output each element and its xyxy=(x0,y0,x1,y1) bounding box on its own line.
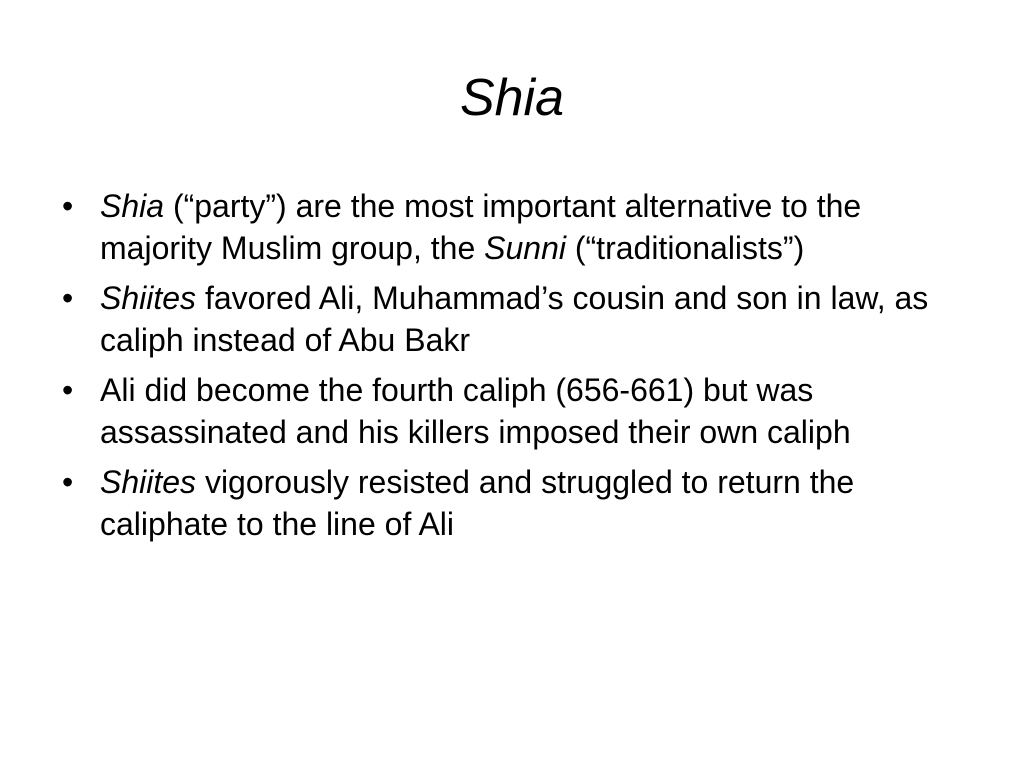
bullet-item xyxy=(62,277,972,361)
bullet-text-segment: (“party”) are the most important alternative to the majority Muslim group, the xyxy=(100,188,862,266)
bullet-text-segment: vigorously resisted and struggled to return the caliphate to the line of Ali xyxy=(100,464,855,542)
bullet-marker: • xyxy=(62,372,74,408)
bullet-list xyxy=(62,185,972,553)
bullet-marker: • xyxy=(62,464,74,500)
bullet-text-segment: Shiites xyxy=(100,280,197,316)
bullet-text-segment: favored Ali, Muhammad’s cousin and son in law, as caliph instead of Abu Bakr xyxy=(100,280,929,358)
bullet-text-segment: Shia xyxy=(100,188,165,224)
slide-title: Shia xyxy=(459,69,565,127)
bullet-text-segment: Shiites xyxy=(100,464,197,500)
bullet-item xyxy=(62,185,972,269)
bullet-text-segment: (“traditionalists”) xyxy=(565,230,805,266)
bullet-text-segment: Sunni xyxy=(484,230,566,266)
bullet-item xyxy=(62,369,972,453)
bullet-marker: • xyxy=(62,280,74,316)
bullet-item xyxy=(62,461,972,545)
bullet-text-segment: Ali did become the fourth caliph (656-661) but was assassinated and his killers imposed their own caliph xyxy=(100,372,851,450)
bullet-marker: • xyxy=(62,188,74,224)
